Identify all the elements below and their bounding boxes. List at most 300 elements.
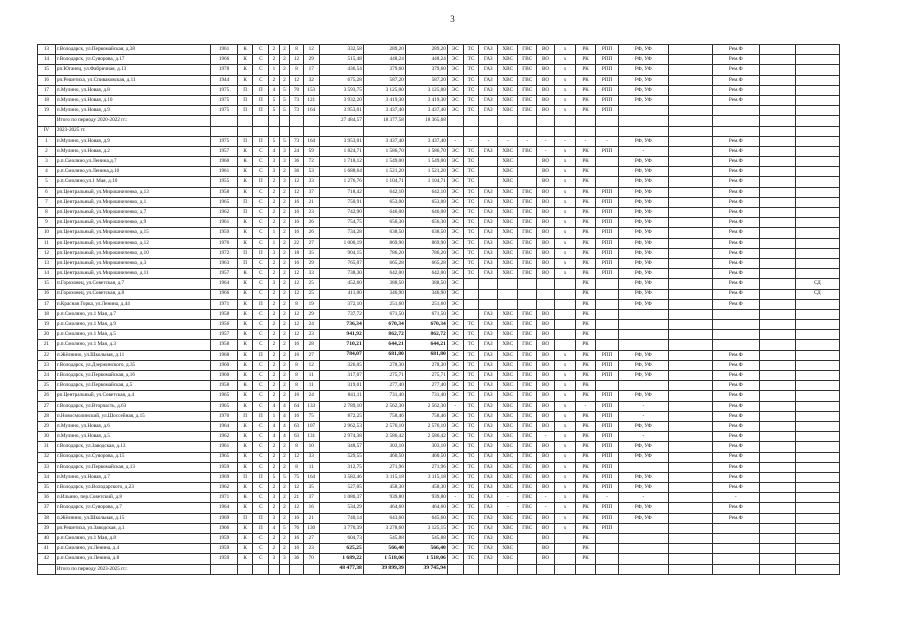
table-cell: ГВС — [518, 350, 537, 360]
table-cell — [576, 116, 596, 126]
table-cell: р.п.Смолино, ул.1 Мая, д.9 — [55, 320, 211, 330]
table-cell: 5 — [269, 95, 280, 105]
table-cell: Рем.Ф — [712, 452, 759, 462]
table-cell: 862,72 — [405, 330, 447, 340]
table-cell: С — [253, 218, 269, 228]
table-cell: 754,75 — [319, 218, 363, 228]
table-cell: ГВС — [518, 187, 537, 197]
table-cell: РПП — [596, 197, 619, 207]
table-cell — [795, 208, 839, 218]
table-cell — [795, 228, 839, 238]
table-cell: х — [555, 513, 576, 523]
table-cell: РФ, УФ — [619, 289, 668, 299]
table-cell: РК — [576, 208, 596, 218]
table-cell: РК — [576, 75, 596, 85]
table-cell — [596, 177, 619, 187]
table-cell: 2 — [279, 513, 290, 523]
table-cell: 275,71 — [405, 371, 447, 381]
table-cell — [303, 126, 319, 136]
table-cell: ВО — [537, 45, 555, 55]
table-cell: 12 — [290, 309, 304, 319]
table-cell: 2 — [279, 350, 290, 360]
table-cell — [518, 126, 537, 136]
table-cell: К — [237, 167, 253, 177]
table-cell: - — [576, 136, 596, 146]
table-cell: ТС — [463, 371, 479, 381]
table-cell — [479, 157, 498, 167]
table-row — [38, 320, 840, 330]
table-cell: РК — [576, 299, 596, 309]
table-cell: - — [447, 493, 463, 503]
table-cell: 379,60 — [405, 65, 447, 75]
table-cell: 8 — [290, 45, 304, 55]
table-cell: 33 — [303, 177, 319, 187]
table-cell: ВО — [537, 248, 555, 258]
table-cell: 2 — [269, 258, 280, 268]
table-cell: ГВС — [518, 371, 537, 381]
table-cell: К — [237, 360, 253, 370]
table-cell: 312,75 — [319, 462, 363, 472]
table-cell: РК — [576, 320, 596, 330]
table-cell: п.Жёлнино, ул.Школьная, д.15 — [55, 513, 211, 523]
table-cell: 26 — [303, 228, 319, 238]
table-cell — [759, 299, 795, 309]
table-cell: 73 — [290, 136, 304, 146]
table-cell: х — [555, 208, 576, 218]
table-cell: 1 521,20 — [405, 167, 447, 177]
table-cell: 4 — [279, 432, 290, 442]
table-cell: ТС — [463, 218, 479, 228]
table-cell: П — [253, 513, 269, 523]
table-cell — [668, 228, 712, 238]
table-cell: 1959 — [211, 228, 237, 238]
table-cell: ЭС — [447, 411, 463, 421]
table-cell: 36 — [290, 554, 304, 564]
table-cell: РК — [576, 493, 596, 503]
table-cell: ХВС — [498, 442, 518, 452]
table-cell: ЭС — [447, 320, 463, 330]
table-cell — [269, 564, 280, 574]
table-cell: р.п.Смолино,ул.1 Мая, д.10 — [55, 177, 211, 187]
table-row — [38, 187, 840, 197]
table-cell: 731,40 — [405, 391, 447, 401]
table-cell: 681,80 — [405, 350, 447, 360]
table-row — [38, 45, 840, 55]
table-cell: х — [555, 371, 576, 381]
table-cell: Рем.Ф — [712, 299, 759, 309]
table-cell: 12 — [290, 503, 304, 513]
table-cell: 1 276,76 — [319, 177, 363, 187]
table-cell: 436,54 — [319, 65, 363, 75]
table-cell: ХВС — [498, 208, 518, 218]
table-cell: ТС — [463, 106, 479, 116]
table-cell — [759, 462, 795, 472]
table-cell — [463, 126, 479, 136]
table-cell — [668, 177, 712, 187]
table-cell — [463, 116, 479, 126]
table-cell: 718,42 — [319, 187, 363, 197]
table-row — [38, 432, 840, 442]
table-cell: 11 — [38, 238, 56, 248]
table-cell: К — [237, 452, 253, 462]
table-cell: С — [253, 167, 269, 177]
table-cell: ГАЗ — [479, 106, 498, 116]
table-cell: 23 — [303, 330, 319, 340]
table-cell: х — [555, 167, 576, 177]
table-cell — [759, 208, 795, 218]
table-cell — [759, 55, 795, 65]
table-cell: 1 — [269, 65, 280, 75]
table-cell: ВО — [537, 85, 555, 95]
table-cell: ХВС — [498, 483, 518, 493]
table-cell: К — [237, 269, 253, 279]
table-cell: 2 — [279, 503, 290, 513]
table-cell: 587,20 — [405, 75, 447, 85]
table-cell: х — [555, 218, 576, 228]
table-cell — [668, 218, 712, 228]
table-cell: х — [555, 238, 576, 248]
table-cell: РК — [576, 554, 596, 564]
table-cell: ЭС — [447, 442, 463, 452]
table-cell — [668, 45, 712, 55]
table-cell: г.Володарск, ул.Первомайская, д.5 — [55, 381, 211, 391]
table-cell: ВО — [537, 106, 555, 116]
table-row — [38, 371, 840, 381]
table-cell: Итого по периоду 2020-2022 гг.: — [55, 116, 211, 126]
table-cell: ГАЗ — [479, 401, 498, 411]
table-cell: ТС — [463, 340, 479, 350]
table-cell: РПП — [596, 350, 619, 360]
table-cell: П — [253, 299, 269, 309]
table-cell: 59 — [303, 146, 319, 156]
table-cell: 153 — [303, 85, 319, 95]
table-cell: ТС — [463, 503, 479, 513]
table-cell: ЭС — [447, 432, 463, 442]
table-cell: 2 — [269, 269, 280, 279]
table-cell: 1960 — [211, 157, 237, 167]
table-cell: 3 593,75 — [319, 85, 363, 95]
table-cell — [795, 432, 839, 442]
table-cell: К — [237, 544, 253, 554]
table-cell — [759, 85, 795, 95]
table-cell: п.Мулино, ул.Новая, д.9 — [55, 136, 211, 146]
table-cell: С — [253, 309, 269, 319]
table-cell — [759, 238, 795, 248]
table-cell — [668, 55, 712, 65]
table-cell: 2 — [279, 391, 290, 401]
table-cell: х — [555, 462, 576, 472]
table-cell: 2 — [279, 493, 290, 503]
table-cell — [279, 564, 290, 574]
table-cell: 317,07 — [319, 371, 363, 381]
table-cell — [759, 452, 795, 462]
table-cell: 16 — [38, 289, 56, 299]
table-row — [38, 55, 840, 65]
table-cell: 5 — [269, 106, 280, 116]
table-cell: ГАЗ — [479, 493, 498, 503]
table-cell: РПП — [596, 258, 619, 268]
table-cell — [668, 85, 712, 95]
table-cell: х — [555, 45, 576, 55]
table-cell: п.Красная Горка, ул.Ленина, д.44 — [55, 299, 211, 309]
housing-register-table — [37, 44, 840, 575]
table-cell — [555, 544, 576, 554]
table-cell: РФ, УФ — [619, 85, 668, 95]
table-cell: П — [253, 85, 269, 95]
table-cell: ХВС — [498, 248, 518, 258]
table-cell — [463, 309, 479, 319]
table-cell: 277,40 — [363, 381, 405, 391]
table-cell — [555, 126, 576, 136]
table-cell — [619, 340, 668, 350]
table-cell: ГАЗ — [479, 442, 498, 452]
table-cell: РК — [576, 523, 596, 533]
table-cell: ГВС — [518, 197, 537, 207]
table-cell: С — [253, 228, 269, 238]
table-cell: Рем.Ф — [712, 197, 759, 207]
table-cell — [479, 279, 498, 289]
table-cell — [759, 320, 795, 330]
table-cell: 73 — [290, 95, 304, 105]
table-cell: 1 518,06 — [405, 554, 447, 564]
table-cell: 289,20 — [405, 45, 447, 55]
table-cell: С — [253, 371, 269, 381]
table-cell: К — [237, 371, 253, 381]
table-cell: 644,21 — [363, 340, 405, 350]
table-cell — [759, 330, 795, 340]
table-cell — [759, 289, 795, 299]
table-cell: ГАЗ — [479, 258, 498, 268]
table-cell: 1975 — [211, 95, 237, 105]
table-cell — [759, 136, 795, 146]
table-cell: ГАЗ — [479, 320, 498, 330]
table-cell — [619, 330, 668, 340]
table-cell: 42 — [38, 554, 56, 564]
table-cell: К — [237, 442, 253, 452]
table-cell — [795, 462, 839, 472]
table-cell — [596, 299, 619, 309]
table-cell: х — [555, 432, 576, 442]
table-cell: РК — [576, 106, 596, 116]
table-cell — [795, 493, 839, 503]
table-cell: ВО — [537, 208, 555, 218]
table-cell — [795, 126, 839, 136]
table-cell — [759, 269, 795, 279]
table-cell: Рем.Ф — [712, 432, 759, 442]
table-cell — [619, 116, 668, 126]
table-cell: х — [555, 452, 576, 462]
table-cell: 15 — [38, 65, 56, 75]
table-cell: 737,72 — [319, 309, 363, 319]
table-cell — [712, 309, 759, 319]
table-cell: ГВС — [518, 146, 537, 156]
table-cell: С — [253, 146, 269, 156]
table-cell: 121 — [303, 95, 319, 105]
table-cell: - — [619, 401, 668, 411]
table-cell — [759, 503, 795, 513]
table-cell: 2 — [279, 452, 290, 462]
table-cell: 2 — [279, 330, 290, 340]
table-cell: х — [555, 248, 576, 258]
table-cell — [668, 65, 712, 75]
table-cell: ЭС — [447, 187, 463, 197]
table-cell — [211, 116, 237, 126]
table-cell — [795, 218, 839, 228]
table-cell: РК — [576, 146, 596, 156]
table-cell: РК — [576, 442, 596, 452]
table-cell — [668, 258, 712, 268]
table-cell: 2 — [269, 350, 280, 360]
table-cell: 2 789,10 — [319, 401, 363, 411]
table-cell: Рем.Ф — [712, 472, 759, 482]
table-cell: ГВС — [518, 208, 537, 218]
table-cell: ГВС — [518, 513, 537, 523]
table-cell: 12 — [290, 269, 304, 279]
table-cell: 39 745,94 — [405, 564, 447, 574]
table-cell: рп.Центральный, ул.Советская, д.4 — [55, 391, 211, 401]
table-cell: С — [253, 432, 269, 442]
table-cell — [795, 197, 839, 207]
table-cell: 12 — [290, 483, 304, 493]
table-cell — [795, 350, 839, 360]
table-cell: П — [237, 513, 253, 523]
table-cell: РФ, УФ — [619, 299, 668, 309]
table-cell: РК — [576, 360, 596, 370]
table-cell: П — [253, 136, 269, 146]
table-cell — [518, 289, 537, 299]
table-cell: ХВС — [498, 432, 518, 442]
table-cell — [795, 523, 839, 533]
table-cell: ТС — [463, 411, 479, 421]
table-cell: 17 — [38, 299, 56, 309]
table-cell: 1962 — [211, 483, 237, 493]
table-cell: Рем.Ф — [712, 75, 759, 85]
table-cell: ГВС — [518, 360, 537, 370]
table-cell: ВО — [537, 75, 555, 85]
table-cell: ЭС — [447, 65, 463, 75]
table-cell — [712, 126, 759, 136]
table-cell: 2 — [279, 340, 290, 350]
table-cell: 32 — [303, 75, 319, 85]
table-cell: 15 — [38, 279, 56, 289]
table-row — [38, 157, 840, 167]
table-cell: 527,05 — [319, 483, 363, 493]
table-cell: 251,60 — [363, 299, 405, 309]
table-cell: 39 — [38, 523, 56, 533]
table-cell: ХВС — [498, 320, 518, 330]
table-cell: ХВС — [498, 411, 518, 421]
table-cell — [668, 503, 712, 513]
table-cell: Рем.Ф — [712, 483, 759, 493]
table-cell: ХВС — [498, 421, 518, 431]
table-cell: 534,29 — [319, 503, 363, 513]
table-cell: 388,50 — [363, 279, 405, 289]
table-cell: 2 962,53 — [319, 421, 363, 431]
table-cell: ХВС — [498, 513, 518, 523]
table-cell — [537, 564, 555, 574]
table-cell: ТС — [463, 146, 479, 156]
table-cell: РПП — [596, 523, 619, 533]
table-cell: 5 — [279, 136, 290, 146]
table-cell: ТС — [463, 208, 479, 218]
table-cell: 37 — [303, 493, 319, 503]
table-cell: П — [237, 258, 253, 268]
table-cell: 303,10 — [405, 442, 447, 452]
table-cell — [759, 218, 795, 228]
table-cell — [537, 289, 555, 299]
table-cell: ГАЗ — [479, 218, 498, 228]
table-cell — [619, 534, 668, 544]
table-cell: К — [237, 391, 253, 401]
table-cell: 2 — [279, 299, 290, 309]
table-cell: ТС — [463, 187, 479, 197]
table-cell: 1961 — [211, 45, 237, 55]
table-cell: ТС — [463, 258, 479, 268]
table-cell: ТС — [463, 472, 479, 482]
table-cell — [537, 299, 555, 309]
table-cell: 3 125,15 — [405, 523, 447, 533]
table-cell: ВО — [537, 554, 555, 564]
table-cell — [555, 116, 576, 126]
table-cell: 27 — [303, 534, 319, 544]
table-cell: 3 — [269, 248, 280, 258]
table-cell: ГАЗ — [479, 391, 498, 401]
table-cell: 448,24 — [363, 55, 405, 65]
table-cell: К — [237, 381, 253, 391]
table-cell: РФ, УФ — [619, 55, 668, 65]
table-cell — [498, 564, 518, 574]
table-cell — [555, 564, 576, 574]
table-cell: ХВС — [498, 309, 518, 319]
table-cell: ГВС — [518, 442, 537, 452]
table-cell: Рем.Ф — [712, 421, 759, 431]
table-cell: Рем.Ф — [712, 350, 759, 360]
table-cell: 2 — [269, 55, 280, 65]
table-cell: 275,71 — [363, 371, 405, 381]
table-cell: 12 — [290, 177, 304, 187]
table-cell: р.п.Смолино, ул.1 Мая, д.3 — [55, 340, 211, 350]
table-cell — [759, 45, 795, 55]
table-cell: РФ, УФ — [619, 442, 668, 452]
table-cell — [759, 483, 795, 493]
table-cell: К — [237, 309, 253, 319]
table-cell: 133 — [303, 401, 319, 411]
table-cell — [38, 116, 56, 126]
table-row — [38, 85, 840, 95]
table-cell: 566,40 — [363, 544, 405, 554]
table-cell — [795, 116, 839, 126]
table-cell: С — [253, 279, 269, 289]
table-cell: С — [253, 544, 269, 554]
table-cell — [795, 411, 839, 421]
table-cell: ГАЗ — [479, 208, 498, 218]
table-cell — [668, 248, 712, 258]
table-cell — [795, 75, 839, 85]
table-cell — [795, 320, 839, 330]
table-cell: 5 — [279, 95, 290, 105]
table-cell: ЭС — [447, 544, 463, 554]
table-cell: 939,80 — [405, 493, 447, 503]
table-cell: 2023-2025 гг. — [55, 126, 211, 136]
table-cell: 131 — [303, 432, 319, 442]
table-cell: 939,80 — [363, 493, 405, 503]
table-cell: СД — [795, 279, 839, 289]
table-cell: ГАЗ — [479, 340, 498, 350]
table-cell: РФ, УФ — [619, 258, 668, 268]
table-cell: 681,80 — [363, 350, 405, 360]
table-cell — [795, 442, 839, 452]
table-cell: Рем.Ф — [712, 187, 759, 197]
